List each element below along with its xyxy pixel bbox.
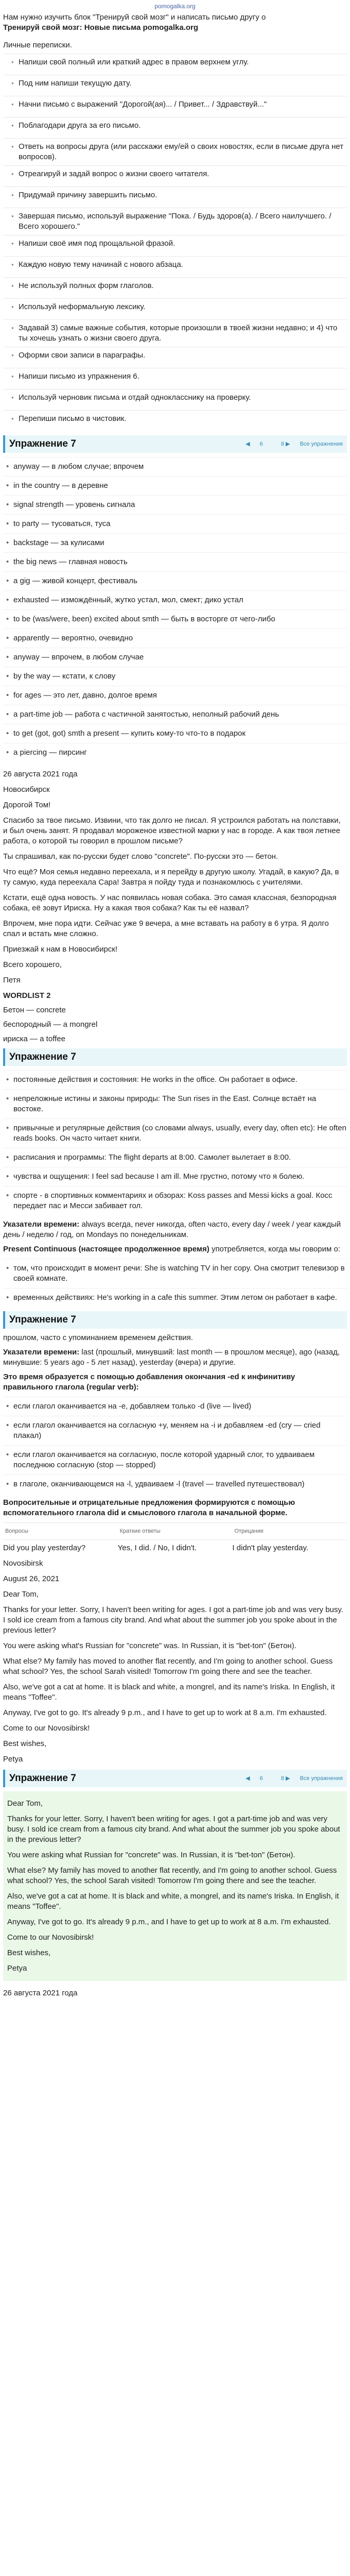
pc-label: Present Continuous (настоящее продолженное время) <box>3 1245 209 1253</box>
letter-russian <box>3 769 347 986</box>
tip-item: ● Напиши своё имя под прощальной фразой. <box>3 235 347 256</box>
vocab-item: • backstage — за кулисами <box>3 533 347 552</box>
exercise-bar <box>3 1311 347 1329</box>
grammar-table-header <box>3 1522 347 1540</box>
vocab-item: • for ages — это лет, давно, долгое время <box>3 686 347 705</box>
vocab-item: • by the way — кстати, к слову <box>3 667 347 686</box>
exercise-bar <box>3 1770 347 1787</box>
ps-rule-item: • если глагол оканчивается на согласную, после которой ударный слог, то удваиваем последнюю согласную (stop — stopped) <box>3 1445 347 1475</box>
vocab-item: • to party — тусоваться, туса <box>3 514 347 533</box>
tip-item: ● Используй неформальную лексику. <box>3 298 347 319</box>
prev-exercise-number: 6 <box>259 441 263 447</box>
letter-paragraph: Best wishes, <box>3 1739 47 1748</box>
exercise-title: Упражнение 7 <box>9 1314 76 1325</box>
letter-greeting: Дорогой Том! <box>3 801 51 809</box>
ps-rule-item: • в глаголе, оканчивающемся на -l, удваиваем -l (travel — travelled путешествовал) <box>3 1475 347 1494</box>
letter-paragraph: Best wishes, <box>7 1948 51 1957</box>
table-cell: Did you play yesterday? <box>3 1544 86 1552</box>
letter-paragraph: Anyway, I've got to go. It's already 9 p.m., and I have to get up to work at 8 a.m. I'm exhausted. <box>3 1708 327 1717</box>
grammar-item: • привычные и регулярные действия (со словами always, usually, every day, often etc): He often reads books. Он часто читает книги. <box>3 1118 347 1148</box>
word-item: Бетон — concrete <box>3 1006 66 1014</box>
prev-exercise-button[interactable]: ◀ 6 <box>246 441 263 447</box>
tip-item: ● Каждую новую тему начинай с нового абзаца. <box>3 256 347 277</box>
pc-item: • том, что происходит в момент речи: She is watching TV in her copy. Она смотрит телевизор в своей комнате. <box>3 1259 347 1288</box>
letter-paragraph: You were asking what's Russian for "concrete" was. In Russian, it is "bet-ton" (Бетон). <box>3 1641 296 1650</box>
tip-item: ● Ответь на вопросы друга (или расскажи ему/ей о своих новостях, если в письме друга нет вопросов). <box>3 138 347 165</box>
site-domain[interactable]: pomogalka.org <box>154 3 196 10</box>
next-exercise-number: 8 <box>281 1775 284 1782</box>
letter-paragraph: Come to our Novosibirsk! <box>3 1724 90 1733</box>
grammar-item: • постоянные действия и состояния: He works in the office. Он работает в офисе. <box>3 1070 347 1089</box>
tip-item: ● Под ним напиши текущую дату. <box>3 75 347 96</box>
intro-line-2: Тренируй свой мозг: Новые письма pomogalka.org <box>3 23 199 32</box>
letter-paragraph: Что ещё? Моя семья недавно переехала, и я перейду в другую школу. Угадай, в какую? Да, в ту самую, куда переехала Сара! Завтра я пойду туда и познакомлюсь с учителями. <box>3 868 339 887</box>
grammar-item: • непреложные истины и законы природы: The Sun rises in the East. Солнце встаёт на востоке. <box>3 1089 347 1118</box>
letter-date: 26 августа 2021 года <box>3 770 78 778</box>
tip-item: ● Используй черновик письма и отдай однокласснику на проверку. <box>3 389 347 410</box>
tip-item: ● Не используй полных форм глаголов. <box>3 277 347 298</box>
footer-date: 26 августа 2021 года <box>3 1989 78 1997</box>
letter-paragraph: Also, we've got a cat at home. It is black and white, a mongrel, and its name's Iriska. In English, it means "Toffee". <box>7 1892 339 1911</box>
vocab-item: • signal strength — уровень сигнала <box>3 495 347 514</box>
letter-signature: Petya <box>7 1964 27 1973</box>
tip-item: ● Оформи свои записи в параграфы. <box>3 347 347 368</box>
letter-paragraph: Ты спрашивал, как по-русски будет слово "concrete". По-русски это — бетон. <box>3 852 278 861</box>
exercise-bar <box>3 435 347 453</box>
present-continuous <box>3 1244 347 1255</box>
tip-item: ● Завершая письмо, используй выражение "Пока. / Будь здоров(а). / Всего наилучшего. / Всего хорошего." <box>3 208 347 235</box>
ps-rule-item: • если глагол оканчивается на согласную +y, меняем на -i и добавляем -ed (cry — cried плакал) <box>3 1416 347 1445</box>
grammar-item: • расписания и программы: The flight departs at 8:00. Самолет вылетает в 8:00. <box>3 1148 347 1167</box>
vocab-item: • the big news — главная новость <box>3 552 347 571</box>
letter-paragraph: Anyway, I've got to go. It's already 9 p.m., and I have to get up to work at 8 a.m. I'm exhausted. <box>7 1918 331 1926</box>
grammar-list <box>3 1070 347 1215</box>
pc-item: • временных действиях: He's working in a cafe this summer. Этим летом он работает в кафе. <box>3 1288 347 1307</box>
ps-words: last (прошлый, минувший: last month — в прошлом месяце), ago (назад, минувшие: 5 years ago - 5 лет назад), yesterday (вчера) и другие. <box>3 1348 340 1367</box>
tip-item: ● Отреагируй и задай вопрос о жизни своего читателя. <box>3 165 347 187</box>
tip-item: ● Напиши свой полный или краткий адрес в правом верхнем углу. <box>3 54 347 75</box>
table-cell: I didn't play yesterday. <box>232 1544 309 1552</box>
letter-address: Novosibirsk <box>3 1559 43 1568</box>
table-col-header: Вопросы <box>5 1528 29 1534</box>
letter-address: Новосибирск <box>3 785 50 794</box>
letter-paragraph: Приезжай к нам в Новосибирск! <box>3 945 118 954</box>
letter-paragraph: Всего хорошего, <box>3 960 62 969</box>
table-col-header: Краткие ответы <box>119 1528 161 1534</box>
tip-item: ● Придумай причину завершить письмо. <box>3 187 347 208</box>
prev-exercise-number: 6 <box>259 1775 263 1782</box>
letter-paragraph: You were asking what Russian for "concrete" was. In Russian, it is "bet-ton" (Бетон). <box>7 1851 295 1859</box>
vocab-item: • exhausted — измождённый, жутко устал, мол, смект; дико устал <box>3 590 347 609</box>
exercise-tools <box>237 439 343 449</box>
letter-date: August 26, 2021 <box>3 1574 60 1583</box>
all-exercises-link[interactable]: Все упражнения <box>300 1775 343 1782</box>
vocab-item: • anyway — впрочем, в любом случае <box>3 648 347 667</box>
time-words-text: always всегда, never никогда, often часто, every day / week / year каждый день / неделю / год, on Mondays по понедельникам. <box>3 1220 341 1239</box>
past-simple-rule: Это время образуется с помощью добавления окончания -ed к инфинитиву правильного глагола (regular verb): <box>3 1372 295 1392</box>
letter-paragraph: Кстати, ещё одна новость. У нас появилась новая собака. Это самая классная, безпородная собака, её зовут Ириска. Ну а какая твоя собака? Как ты её назвал? <box>3 893 337 912</box>
past-simple-time <box>3 1347 347 1368</box>
letter-paragraph: What else? My family has moved to another flat recently, and I'm going to another school. Guess what school? Yes, the school Sarah visited! Tomorrow I'm going there and see the teacher. <box>7 1866 337 1885</box>
letter-paragraph: Thanks for your letter. Sorry, I haven't been writing for ages. I got a part-time job and was very busy. I sold ice cream from a famous city brand. And what about the summer job you spoke about in the previous letter? <box>7 1815 340 1844</box>
answer-letter <box>3 1791 347 1981</box>
vocab-item: • a piercing — пирсинг <box>3 743 347 762</box>
intro-line-1: Нам нужно изучить блок "Тренируй свой мозг" и написать письмо другу о <box>3 13 266 22</box>
letter-paragraph: Also, we've got a cat at home. It is black and white, a mongrel, and its name's Iriska. In English, it means "Toffee". <box>3 1683 335 1702</box>
pc-list <box>3 1259 347 1307</box>
letter-english <box>3 1558 347 1765</box>
time-words <box>3 1219 347 1240</box>
vocab-item: • apparently — вероятно, очевидно <box>3 629 347 648</box>
all-exercises-link[interactable]: Все упражнения <box>300 441 343 447</box>
pc-text: употребляется, когда мы говорим о: <box>211 1245 340 1253</box>
ps-label: Указатели времени: <box>3 1348 80 1357</box>
vocab-item: • to be (was/were, been) excited about smth — быть в восторге от чего-либо <box>3 609 347 629</box>
tips-heading: Личные переписки. <box>3 41 72 49</box>
exercise-title: Упражнение 7 <box>9 1052 76 1062</box>
letter-signature: Petya <box>3 1755 23 1764</box>
letter-paragraph: Come to our Novosibirsk! <box>7 1933 94 1942</box>
prev-exercise-button[interactable]: ◀ 6 <box>246 1775 263 1782</box>
vocab-item: • a part-time job — работа с частичной занятостью, неполный рабочий день <box>3 705 347 724</box>
tips-list <box>3 54 347 431</box>
questions-rule: Вопросительные и отрицательные предложения формируются с помощью вспомогательного глагола did и смыслового глагола в начальной форме. <box>3 1498 295 1517</box>
intro-block <box>3 12 347 33</box>
time-words-label: Указатели времени: <box>3 1220 80 1229</box>
letter-paragraph: Впрочем, мне пора идти. Сейчас уже 9 вечера, а мне вставать на работу в 6 утра. Я долго спал и встать мне сложно. <box>3 919 329 938</box>
next-exercise-button[interactable]: 8 ▶ <box>281 1775 290 1782</box>
vocab-item: • anyway — в любом случае; впрочем <box>3 457 347 476</box>
letter-paragraph: Thanks for your letter. Sorry, I haven't been writing for ages. I got a part-time job and was very busy. I sold ice cream from a famous city brand. And what about the summer job you spoke about in the previous letter? <box>3 1605 343 1635</box>
grammar-table-row <box>3 1543 347 1553</box>
exercise-tools <box>237 1773 343 1784</box>
exercise-bar <box>3 1048 347 1066</box>
tip-item: ● Напиши письмо из упражнения 6. <box>3 368 347 389</box>
letter-greeting: Dear Tom, <box>7 1799 43 1808</box>
vocab-item: • a gig — живой концерт, фестиваль <box>3 571 347 590</box>
grammar-item: • чувства и ощущения: I feel sad because I am ill. Мне грустно, потому что я болею. <box>3 1167 347 1186</box>
letter-greeting: Dear Tom, <box>3 1590 39 1599</box>
next-exercise-button[interactable]: 8 ▶ <box>281 441 290 447</box>
ps-rules-list <box>3 1397 347 1494</box>
past-simple-text: прошлом, часто с упоминанием временем действия. <box>3 1333 193 1342</box>
next-exercise-number: 8 <box>281 441 284 447</box>
vocab-item: • to get (got, got) smth a present — купить кому-то что-то в подарок <box>3 724 347 743</box>
table-col-header: Отрицание <box>234 1528 264 1534</box>
tip-item: ● Задавай 3) самые важные события, которые произошли в твоей жизни недавно; и 4) что ты хочешь узнать о жизни своего друга. <box>3 319 347 347</box>
grammar-item: • спорте - в спортивных комментариях и обзорах: Koss passes and Messi kicks a goal. Косс передает пас и Месси забивает гол. <box>3 1186 347 1215</box>
word-item: ириска — a toffee <box>3 1035 65 1043</box>
letter-paragraph: Спасибо за твое письмо. Извини, что так долго не писал. Я устроился работать на полставки, и был очень занят. Я продавал мороженое известной марки у нас в городе. А как твоя летнее работа, о которой ты говорил в прошлом письме? <box>3 816 341 845</box>
exercise-title: Упражнение 7 <box>9 438 76 449</box>
letter-signature: Петя <box>3 976 21 985</box>
table-cell: Yes, I did. / No, I didn't. <box>117 1544 197 1552</box>
ps-rule-item: • если глагол оканчивается на -e, добавляем только -d (live — lived) <box>3 1397 347 1416</box>
tip-item: ● Начни письмо с выражений "Дорогой(ая)... / Привет... / Здравствуй..." <box>3 96 347 117</box>
word-item: беспородный — a mongrel <box>3 1020 98 1029</box>
vocab-item: • in the country — в деревне <box>3 476 347 495</box>
tip-item: ● Перепиши письмо в чистовик. <box>3 410 347 431</box>
wordlist-heading: WORDLIST 2 <box>3 991 51 1000</box>
vocab-list <box>3 457 347 762</box>
tip-item: ● Поблагодари друга за его письмо. <box>3 117 347 138</box>
letter-paragraph: What else? My family has moved to another flat recently, and I'm going to another school. Guess what school? Yes, the school Sarah visited! Tomorrow I'm going there and see the teacher. <box>3 1657 333 1676</box>
exercise-title: Упражнение 7 <box>9 1773 76 1784</box>
